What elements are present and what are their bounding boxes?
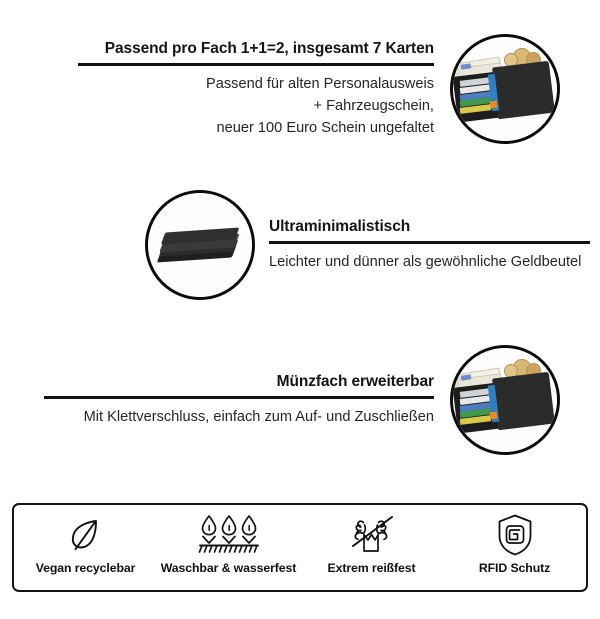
badge-label-waschbar: Waschbar & wasserfest xyxy=(160,561,297,575)
feature-divider-muenzfach xyxy=(44,396,434,399)
leaf-icon xyxy=(66,514,106,556)
water-drops-repellent-icon xyxy=(198,514,260,556)
feature-body-line-3: neuer 100 Euro Schein ungefaltet xyxy=(216,120,434,137)
badge-rfid-schutz xyxy=(443,505,586,590)
feature-heading-muenzfach: Münzfach erweiterbar xyxy=(276,372,434,390)
feature-heading-karten-faecher: Passend pro Fach 1+1=2, insgesamt 7 Karten xyxy=(104,39,434,57)
feature-block-muenzfach xyxy=(44,345,560,455)
open-wallet-photo-1 xyxy=(450,34,560,144)
feature-divider-ultraminimalistisch xyxy=(269,241,590,244)
badge-label-rfid: RFID Schutz xyxy=(478,561,551,575)
badge-waschbar-wasserfest xyxy=(157,505,300,590)
tear-resistant-hands-icon xyxy=(347,514,397,556)
open-wallet-artwork xyxy=(453,37,557,141)
feature-text-ultraminimalistisch xyxy=(269,217,590,274)
closed-wallet-photo xyxy=(145,190,255,300)
feature-block-karten-faecher xyxy=(78,34,560,144)
rfid-shield-icon xyxy=(495,514,535,556)
feature-body-line-1: Passend für alten Personalausweis xyxy=(206,75,434,92)
open-wallet-artwork xyxy=(453,348,557,452)
feature-divider-karten-faecher xyxy=(78,63,434,66)
feature-body-ultraminimalistisch: Leichter und dünner als gewöhnliche Geldbeutel xyxy=(269,254,582,271)
badge-label-reissfest: Extrem reißfest xyxy=(327,561,416,575)
badge-label-vegan: Vegan recyclebar xyxy=(35,561,136,575)
feature-body-muenzfach: Mit Klettverschluss, einfach zum Auf- und Zuschließen xyxy=(83,409,434,426)
medallion-image-frame xyxy=(148,193,252,297)
feature-block-ultraminimalistisch xyxy=(145,190,590,300)
medallion-image-frame xyxy=(453,348,557,452)
medallion-image-frame xyxy=(453,37,557,141)
feature-heading-ultraminimalistisch: Ultraminimalistisch xyxy=(269,217,411,235)
feature-badge-panel xyxy=(12,503,588,592)
feature-text-karten-faecher xyxy=(78,39,434,140)
badge-extrem-reissfest xyxy=(300,505,443,590)
feature-body-line-2: + Fahrzeugschein, xyxy=(313,98,434,115)
closed-wallet-artwork xyxy=(148,193,252,297)
badge-vegan-recyclebar xyxy=(14,505,157,590)
open-wallet-photo-2 xyxy=(450,345,560,455)
feature-text-muenzfach xyxy=(44,372,434,429)
